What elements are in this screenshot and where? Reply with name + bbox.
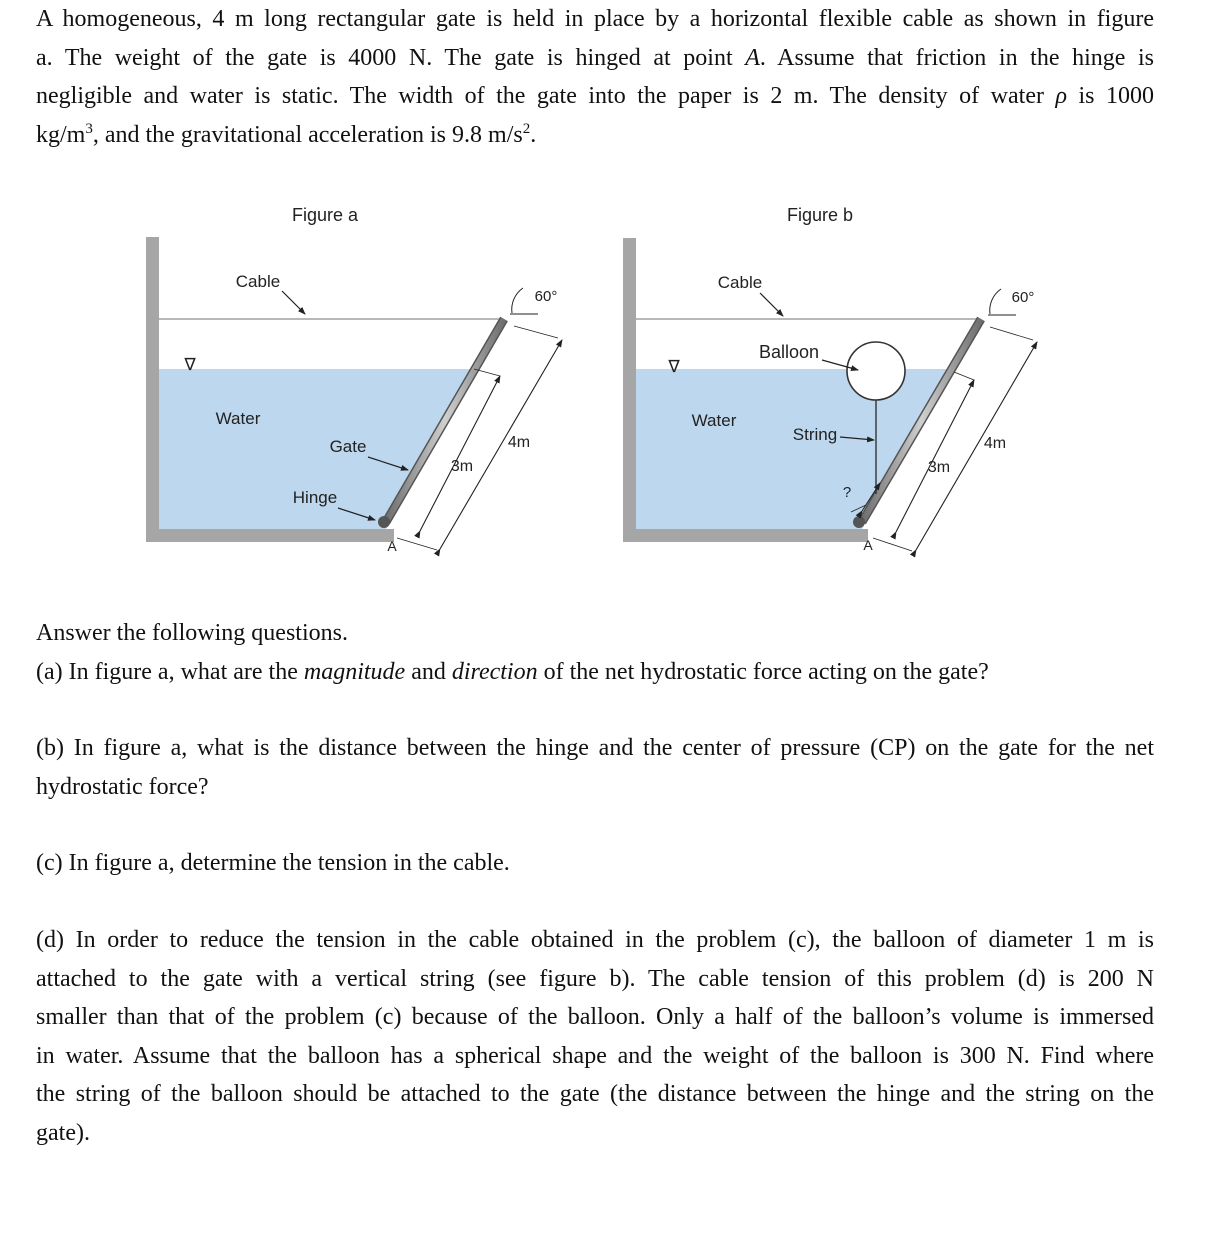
question-c bbox=[36, 844, 1154, 883]
figure-a-point-label: A bbox=[387, 538, 397, 554]
question-c-line: (c) In figure a, determine the tension in the cable. bbox=[36, 850, 510, 876]
figure-a-water-label: Water bbox=[215, 409, 261, 428]
question-b-line-2: hydrostatic force? bbox=[36, 773, 209, 800]
figure-a-dim-4m-label: 4m bbox=[507, 434, 531, 451]
question-d-line-4: in water. Assume that the balloon has a spherical shape and the weight of the balloon is 300 N. Find where bbox=[36, 1042, 1154, 1069]
figure-a-title: Figure a bbox=[291, 205, 359, 225]
figure-a-surface-icon: ∇ bbox=[184, 355, 196, 374]
intro-line-3: negligible and water is static. The width of the gate into the paper is 2 m. The density of water ρ is 1000 bbox=[36, 83, 1154, 109]
figure-b-unknown-label: ? bbox=[842, 484, 852, 501]
figure-a-dim-3m-label: 3m bbox=[450, 458, 474, 475]
intro-line-1: A homogeneous, 4 m long rectangular gate is held in place by a horizontal flexible cable as shown in figure bbox=[36, 6, 1154, 32]
figure-b-hinge-pin bbox=[853, 516, 865, 528]
figure-a-floor bbox=[146, 529, 394, 542]
question-b-line-1: (b) In figure a, what is the distance between the hinge and the center of pressure (CP) on the gate for the net bbox=[36, 735, 1154, 761]
figure-b-water-label: Water bbox=[691, 411, 737, 430]
figure-b-string-label: String bbox=[792, 425, 838, 444]
figure-a-cable-label: Cable bbox=[235, 272, 281, 291]
figure-a-hinge-label: Hinge bbox=[292, 488, 338, 507]
intro-line-4: $kg/m^3$, and the gravitational acceleration is 9.8 $m/s^2$. bbox=[36, 120, 537, 148]
figure-a-angle-label: 60° bbox=[534, 288, 558, 305]
figure-b-point-label: A bbox=[863, 537, 873, 553]
question-d-line-5: the string of the balloon should be attached to the gate (the distance between the hinge and the string on the bbox=[36, 1081, 1154, 1107]
question-d-line-3: smaller than that of the problem (c) because of the balloon. Only a half of the balloon’s volume is immersed bbox=[36, 1004, 1154, 1030]
figure-b-balloon-label: Balloon bbox=[758, 342, 820, 362]
intro-line-2: a. The weight of the gate is 4000 N. The gate is hinged at point A. Assume that friction in the hinge is bbox=[36, 44, 1154, 71]
figure-a-gate-label: Gate bbox=[329, 437, 367, 456]
figure-a-left-wall bbox=[146, 237, 159, 542]
figure-b-title: Figure b bbox=[786, 205, 854, 225]
question-d-line-1: (d) In order to reduce the tension in the cable obtained in the problem (c), the balloon of diameter 1 m is bbox=[36, 927, 1154, 953]
figure-b-balloon bbox=[847, 342, 905, 400]
figure-b-angle-label: 60° bbox=[1011, 289, 1035, 306]
figure-b-floor bbox=[623, 529, 868, 542]
question-a: (a) In figure a, what are the magnitude and direction of the net hydrostatic force acting on the gate? bbox=[36, 658, 989, 685]
figure-b-dim-4m-label: 4m bbox=[983, 435, 1007, 452]
questions-heading-block bbox=[36, 614, 1154, 691]
figure-b bbox=[623, 205, 1037, 553]
figure-a-hinge-pin bbox=[378, 516, 390, 528]
figure-b-left-wall bbox=[623, 238, 636, 542]
figure-a bbox=[146, 205, 562, 554]
question-a-direction: direction bbox=[451, 658, 538, 685]
question-d-line-2: attached to the gate with a vertical string (see figure b). The cable tension of this problem (d) is 200 N bbox=[36, 965, 1154, 992]
figures-diagram bbox=[0, 0, 1214, 600]
figure-b-cable-label: Cable bbox=[717, 273, 763, 292]
question-a-magnitude: magnitude bbox=[303, 658, 406, 685]
figure-b-surface-icon: ∇ bbox=[668, 357, 680, 376]
rho-symbol: ρ bbox=[1055, 83, 1067, 109]
question-d-line-6: gate). bbox=[36, 1119, 90, 1146]
question-d bbox=[36, 921, 1154, 1152]
point-a-ref: A bbox=[745, 44, 760, 71]
question-b bbox=[36, 729, 1154, 806]
questions-heading: Answer the following questions. bbox=[36, 620, 348, 646]
figure-b-dim-3m-label: 3m bbox=[927, 459, 951, 476]
